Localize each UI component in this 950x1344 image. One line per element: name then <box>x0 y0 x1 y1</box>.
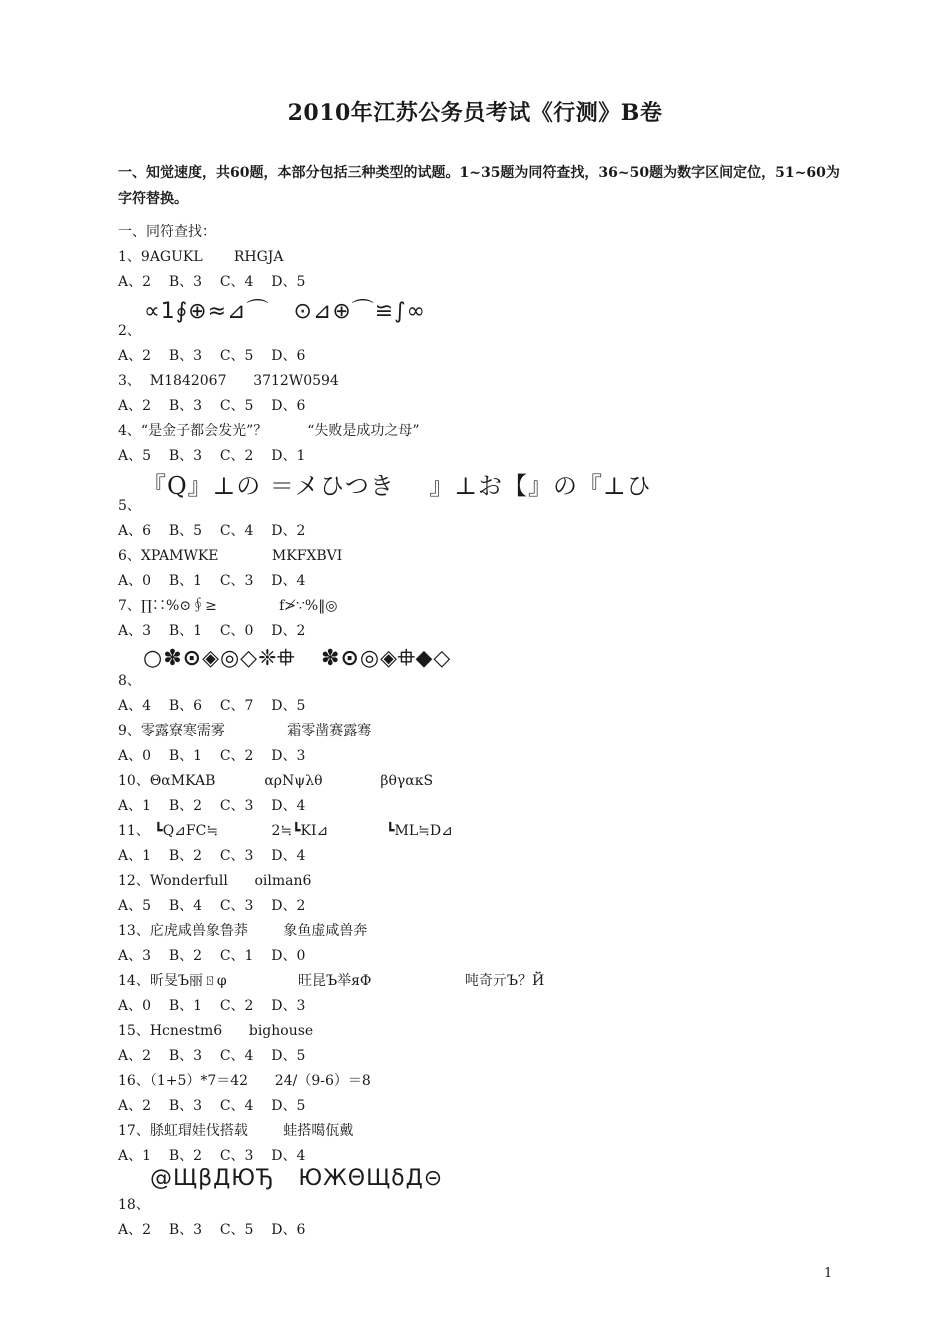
options-7: A、3 B、1 C、0 D、2 <box>118 623 306 639</box>
question-5: 5、 <box>118 498 141 514</box>
question-15: 15、Hcnestm6 bighouse <box>118 1023 314 1039</box>
options-1: A、2 B、3 C、4 D、5 <box>118 274 306 290</box>
options-15: A、2 B、3 C、4 D、5 <box>118 1048 306 1064</box>
options-4: A、5 B、3 C、2 D、1 <box>118 448 306 464</box>
question-6: 6、XPAMWKE MKFXBVI <box>118 548 343 564</box>
question-4: 4、“是金子都会发光”？ “失败是成功之母” <box>118 423 420 439</box>
options-11: A、1 B、2 C、3 D、4 <box>118 848 306 864</box>
question-9: 9、零露寮寒需雾 霜零凿赛露骞 <box>118 723 372 739</box>
options-5: A、6 B、5 C、4 D、2 <box>118 523 306 539</box>
question-7: 7、∏∷%⊙∮≥ f≯∵%‖◎ <box>118 598 338 614</box>
options-17: A、1 B、2 C、3 D、4 <box>118 1148 306 1164</box>
options-6: A、0 B、1 C、3 D、4 <box>118 573 306 589</box>
question-3: 3、 M1842067 3712W0594 <box>118 373 339 389</box>
symbol-image-8: ○✽⊙◈◎◇❈⯐ ✽⊙◎◈⯐◆◇ <box>143 646 452 671</box>
question-16: 16、（1+5）*7＝42 24/（9-6）＝8 <box>118 1073 371 1089</box>
section-heading: 一、同符查找： <box>118 224 216 240</box>
question-8: 8、 <box>118 673 141 689</box>
symbol-image-5: 『Q』⊥の ＝メひつき 』⊥お【』の『⊥ひ <box>142 472 652 500</box>
symbol-image-18: @ЩβДЮЂ ЮЖΘЩδД⊝ <box>150 1166 444 1191</box>
options-14: A、0 B、1 C、2 D、3 <box>118 998 306 1014</box>
options-10: A、1 B、2 C、3 D、4 <box>118 798 306 814</box>
options-12: A、5 B、4 C、3 D、2 <box>118 898 306 914</box>
options-2: A、2 B、3 C、5 D、6 <box>118 348 306 364</box>
options-9: A、0 B、1 C、2 D、3 <box>118 748 306 764</box>
options-8: A、4 B、6 C、7 D、5 <box>118 698 306 714</box>
question-2: 2、 <box>118 323 141 339</box>
question-17: 17、脎虹瑁娃伐搭载 蛙搭噶佤戴 <box>118 1123 354 1139</box>
options-13: A、3 B、2 C、1 D、0 <box>118 948 306 964</box>
question-11: 11、 ┗Q⊿FC≒ 2≒┗KI⊿ ┗ML≒D⊿ <box>118 823 453 839</box>
options-18: A、2 B、3 C、5 D、6 <box>118 1222 306 1238</box>
document-title: 2010年江苏公务员考试《行测》B卷 <box>287 100 663 126</box>
question-18: 18、 <box>118 1197 150 1213</box>
section-intro: 一、知觉速度，共60题，本部分包括三种类型的试题。1~35题为同符查找，36~50题为数字区间定位，51~60为字符替换。 <box>118 165 840 207</box>
question-14: 14、昕旻Ъ丽ㄖφ 旺昆Ъ举яΦ 吨奇亓Ъ？Й <box>118 973 545 989</box>
symbol-image-2: ∝1∮⊕≈⊿⌒ ⊙⊿⊕⌒≌∫∞ <box>144 299 426 324</box>
options-3: A、2 B、3 C、5 D、6 <box>118 398 306 414</box>
question-13: 13、庀虎咸兽象鲁莽 象鱼虚咸兽奔 <box>118 923 368 939</box>
question-1: 1、9AGUKL RHGJA <box>118 249 284 265</box>
page-number: 1 <box>824 1266 833 1281</box>
question-12: 12、Wonderfull oilman6 <box>118 873 312 889</box>
options-16: A、2 B、3 C、4 D、5 <box>118 1098 306 1114</box>
question-10: 10、ΘαMKAB αρNψλθ βθγακS <box>118 773 434 789</box>
